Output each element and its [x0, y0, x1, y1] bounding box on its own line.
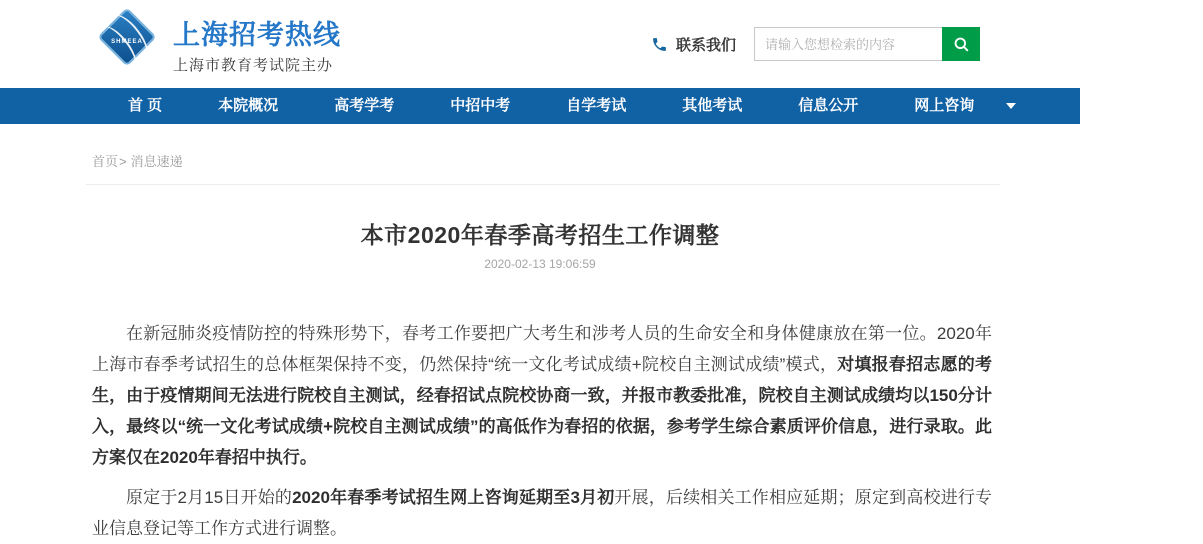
nav-item-label: 本院概况: [218, 97, 279, 114]
article-paragraph: [92, 318, 992, 473]
nav-item-about[interactable]: [203, 88, 293, 124]
site-logo[interactable]: [95, 11, 341, 77]
nav-item-label: 中招中考: [450, 97, 511, 114]
page-title: 本市2020年春季高考招生工作调整: [360, 222, 720, 248]
contact-us-link[interactable]: [651, 34, 736, 55]
chevron-down-icon: [1178, 103, 1188, 109]
paragraph-text: 在新冠肺炎疫情防控的特殊形势下，春考工作要把广大考生和涉考人员的生命安全和身体健康放在第一位。2020年上海市春季考试招生的总体框架保持不变，仍然保持“统一文化考试成绩+院校自主测试成绩”模式，: [92, 324, 992, 374]
nav-item-other-exams[interactable]: [667, 88, 757, 124]
site-name: 上海招考热线: [173, 20, 341, 50]
breadcrumb-separator: >: [119, 154, 127, 169]
brand-text: [173, 13, 341, 75]
logo-letters: SHMEEA: [111, 39, 143, 45]
logo-diamond-shape: [97, 7, 156, 66]
nav-item-label: 其他考试: [682, 97, 743, 114]
nav-item-info-disclosure[interactable]: [783, 88, 873, 124]
diamond-swoosh-logo-icon: [95, 11, 161, 77]
nav-item-official-channels[interactable]: [1071, 88, 1203, 124]
nav-item-label: 官方渠道: [1086, 97, 1147, 114]
paragraph-text: 开展，后续相关工作相应延期；原定到高校进行专业信息登记等工作方式进行调整。: [92, 488, 992, 538]
nav-item-zhongkao[interactable]: [435, 88, 525, 124]
contact-us-label: 联系我们: [675, 36, 736, 54]
search-button[interactable]: [942, 27, 980, 61]
nav-item-label: 信息公开: [798, 97, 859, 114]
breadcrumb-home-link[interactable]: 首页: [92, 154, 119, 169]
article-body: [92, 318, 992, 544]
breadcrumb-current: 消息速递: [130, 154, 183, 169]
article-date: 2020-02-13 19:06:59: [484, 257, 596, 271]
breadcrumb: [92, 151, 1080, 170]
paragraph-text-bold: 2020年春季考试招生网上咨询延期至3月初: [292, 488, 615, 507]
nav-item-self-study[interactable]: [551, 88, 641, 124]
breadcrumb-divider: [86, 184, 1000, 185]
nav-item-home[interactable]: [113, 88, 177, 124]
search-icon: [952, 35, 971, 54]
search-input[interactable]: [754, 27, 942, 61]
nav-item-gaokao[interactable]: [319, 88, 409, 124]
site-header: [0, 0, 1080, 88]
nav-item-label: 自学考试: [566, 97, 627, 114]
nav-item-online-consult[interactable]: [899, 88, 1031, 124]
search-box: [754, 27, 980, 61]
nav-item-label: 网上咨询: [914, 97, 975, 114]
article: [0, 217, 1080, 544]
chevron-down-icon: [1006, 103, 1016, 109]
site-subtitle: 上海市教育考试院主办: [173, 57, 334, 74]
main-nav: [0, 88, 1147, 124]
article-paragraph: [92, 482, 992, 544]
paragraph-text: 原定于2月15日开始的: [126, 488, 293, 507]
nav-item-label: 高考学考: [334, 97, 395, 114]
nav-item-label: 首 页: [128, 97, 163, 114]
phone-icon: [651, 36, 668, 53]
paragraph-text-bold: 对填报春招志愿的考生，由于疫情期间无法进行院校自主测试，经春招试点院校协商一致，并报市教委批准，院校自主测试成绩均以150分计入，最终以“统一文化考试成绩+院校自主测试成绩”的高低作为春招的依据，参考学生综合素质评价信息，进行录取。此方案仅在2020年春招中执行。: [92, 355, 993, 467]
